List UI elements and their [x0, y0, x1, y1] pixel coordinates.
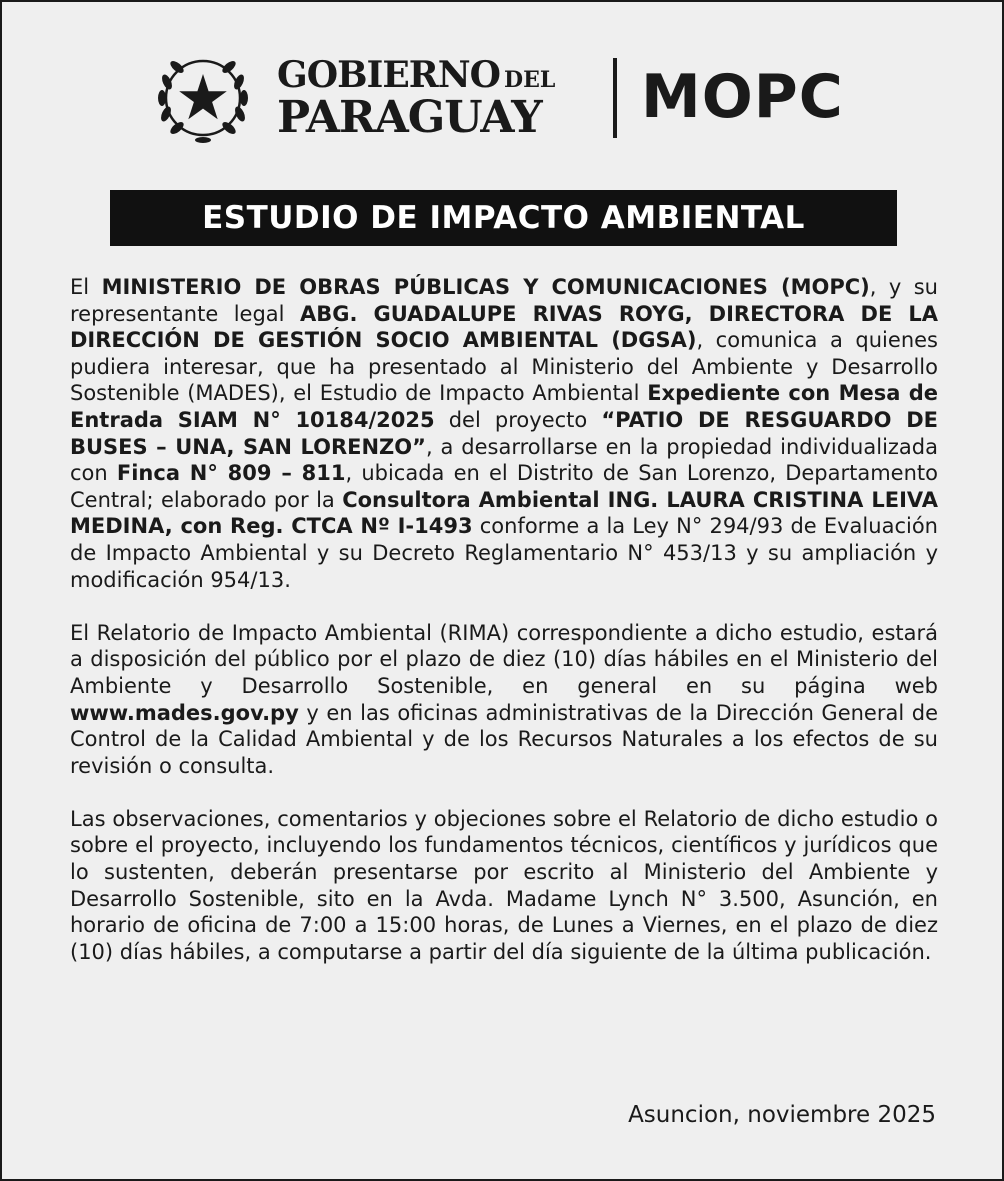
signoff-date: Asuncion, noviembre 2025 — [628, 1102, 936, 1128]
header — [157, 52, 857, 144]
p1-bold-6: Consultora Ambiental ING. LAURA CRISTINA LEIVA MEDINA, con Reg. CTCA Nº I-1493 — [70, 487, 938, 539]
paragraph-3 — [70, 806, 938, 966]
paragraph-2 — [70, 620, 938, 780]
p1-text-1: El — [70, 275, 102, 299]
gov-line1: GOBIERNO — [277, 54, 500, 96]
title-banner: ESTUDIO DE IMPACTO AMBIENTAL — [110, 190, 897, 246]
p1-bold-1: MINISTERIO DE OBRAS PÚBLICAS Y COMUNICACIONES (MOPC) — [101, 275, 870, 299]
gov-line2: PARAGUAY — [277, 92, 542, 143]
notice-body — [70, 274, 938, 965]
gov-line1-small: DEL — [504, 67, 556, 93]
p1-bold-5: Finca N° 809 – 811 — [116, 461, 346, 486]
website-link: www.mades.gov.py — [70, 700, 299, 725]
p1-text-5: , a desarrollarse en la propiedad individualizada con — [70, 434, 938, 486]
p1-bold-3: Expediente con Mesa de Entrada SIAM N° 10184/2025 — [70, 381, 939, 432]
p1-text-4: del proyecto — [434, 407, 602, 432]
p1-text-6: , ubicada en el Distrito de San Lorenzo, Departamento Central; elaborado por la — [70, 461, 938, 512]
p2-text-1: El Relatorio de Impacto Ambiental (RIMA) correspondiente a dicho estudio, estará a disposición del público por el plazo de diez (10) días hábiles en el Ministerio del Ambiente y Desarrollo Sostenible, en general en su página web — [70, 620, 938, 698]
agency-logo: MOPC — [641, 62, 844, 132]
star-laurel-seal-icon — [157, 52, 249, 144]
header-divider — [613, 58, 617, 138]
p1-bold-2: ABG. GUADALUPE RIVAS ROYG, DIRECTORA DE LA DIRECCIÓN DE GESTIÓN SOCIO AMBIENTAL (DGSA) — [70, 301, 939, 353]
paragraph-1 — [70, 274, 938, 593]
p1-text-2: , y su representante legal — [70, 275, 938, 326]
p2-text-2: y en las oficinas administrativas de la Dirección General de Control de la Calidad Ambiental y de los Recursos Naturales a los efectos de su revisión o consulta. — [70, 700, 938, 778]
p1-text-3: , comunica a quienes pudiera interesar, que ha presentado al Ministerio del Ambiente y Desarrollo Sostenible (MADES), el Estudio de Impacto Ambiental — [70, 328, 938, 406]
p3-text-1: Las observaciones, comentarios y objeciones sobre el Relatorio de dicho estudio o sobre el proyecto, incluyendo los fundamentos técnicos, científicos y jurídicos que lo sustenten, deberán presentarse por escrito al Ministerio del Ambiente y Desarrollo Sostenible, sito en la Avda. Madame Lynch N° 3.500, Asunción, en horario de oficina de 7:00 a 15:00 horas, de Lunes a Viernes, en el plazo de diez (10) días hábiles, a computarse a partir del día siguiente de la última publicación. — [70, 806, 938, 964]
p1-text-7: conforme a la Ley N° 294/93 de Evaluación de Impacto Ambiental y su Decreto Reglamentario N° 453/13 y su ampliación y modificación 954/13. — [70, 514, 938, 592]
p1-bold-4: “PATIO DE RESGUARDO DE BUSES – UNA, SAN LORENZO” — [70, 407, 938, 459]
